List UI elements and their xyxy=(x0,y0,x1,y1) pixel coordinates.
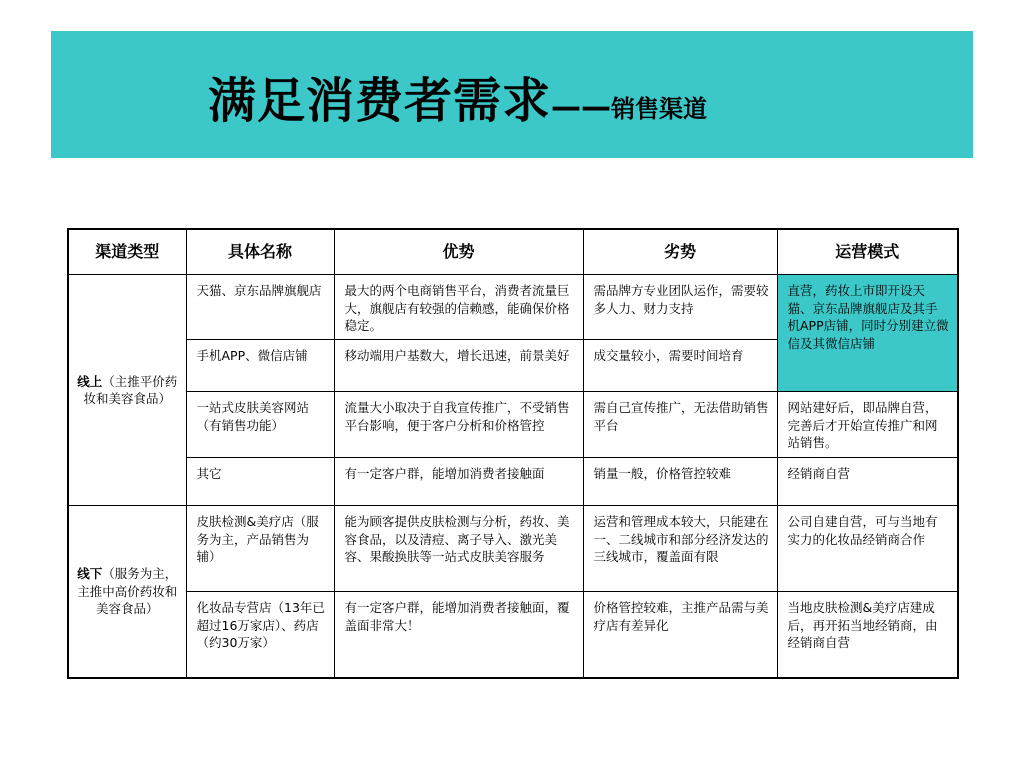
channel-type-offline xyxy=(68,506,186,678)
pros-cell: 能为顾客提供皮肤检测与分析，药妆、美容食品，以及清痘、离子导入、激光美容、果酸换肤等一站式皮肤美容服务 xyxy=(334,506,583,592)
channel-name-cell: 天猫、京东品牌旗舰店 xyxy=(186,275,334,340)
header-pros: 优势 xyxy=(334,229,583,275)
pros-cell: 移动端用户基数大，增长迅速，前景美好 xyxy=(334,340,583,392)
channel-name-cell: 一站式皮肤美容网站（有销售功能） xyxy=(186,392,334,458)
channel-name-cell: 其它 xyxy=(186,458,334,506)
channel-type-label: 线上 xyxy=(77,373,103,389)
header-cons: 劣势 xyxy=(583,229,777,275)
channel-type-label: 线下 xyxy=(77,566,103,581)
mode-cell: 公司自建自营，可与当地有实力的化妆品经销商合作 xyxy=(777,506,958,592)
pros-cell: 有一定客户群，能增加消费者接触面 xyxy=(334,458,583,506)
channel-type-note: （服务为主，主推中高价药妆和美容食品） xyxy=(77,566,178,616)
channel-name-cell: 化妆品专营店（13年已超过16万家店）、药店（约30万家） xyxy=(186,592,334,678)
channel-name-cell: 手机APP、微信店铺 xyxy=(186,340,334,392)
cons-cell: 成交量较小，需要时间培育 xyxy=(583,340,777,392)
channel-type-note: （主推平价药妆和美容食品） xyxy=(83,373,178,406)
title-subtitle: 销售渠道 xyxy=(611,95,708,123)
table-row xyxy=(68,458,958,506)
mode-cell: 经销商自营 xyxy=(777,458,958,506)
pros-cell: 流量大小取决于自我宣传推广，不受销售平台影响，便于客户分析和价格管控 xyxy=(334,392,583,458)
table-row xyxy=(68,392,958,458)
table-row xyxy=(68,506,958,592)
pros-cell: 最大的两个电商销售平台，消费者流量巨大，旗舰店有较强的信赖感，能确保价格稳定。 xyxy=(334,275,583,340)
header-channel-type: 渠道类型 xyxy=(68,229,186,275)
pros-cell: 有一定客户群，能增加消费者接触面，覆盖面非常大！ xyxy=(334,592,583,678)
sales-channel-table xyxy=(67,228,959,679)
channel-type-online xyxy=(68,275,186,506)
mode-cell: 当地皮肤检测&美疗店建成后，再开拓当地经销商，由经销商自营 xyxy=(777,592,958,678)
mode-cell-highlighted: 直营，药妆上市即开设天猫、京东品牌旗舰店及其手机APP店铺，同时分别建立微信及其微信店铺 xyxy=(777,275,958,392)
cons-cell: 价格管控较难，主推产品需与美疗店有差异化 xyxy=(583,592,777,678)
cons-cell: 需自己宣传推广，无法借助销售平台 xyxy=(583,392,777,458)
mode-cell: 网站建好后，即品牌自营，完善后才开始宣传推广和网站销售。 xyxy=(777,392,958,458)
title-main: 满足消费者需求 xyxy=(208,73,552,129)
cons-cell: 需品牌方专业团队运作，需要较多人力、财力支持 xyxy=(583,275,777,340)
page-title xyxy=(208,62,707,131)
header-mode: 运营模式 xyxy=(777,229,958,275)
table-row xyxy=(68,275,958,340)
header-name: 具体名称 xyxy=(186,229,334,275)
cons-cell: 运营和管理成本较大，只能建在一、二线城市和部分经济发达的三线城市，覆盖面有限 xyxy=(583,506,777,592)
channel-name-cell: 皮肤检测&美疗店（服务为主，产品销售为辅） xyxy=(186,506,334,592)
cons-cell: 销量一般，价格管控较难 xyxy=(583,458,777,506)
table-row xyxy=(68,592,958,678)
table-header-row xyxy=(68,229,958,275)
title-dash: —— xyxy=(551,90,612,125)
